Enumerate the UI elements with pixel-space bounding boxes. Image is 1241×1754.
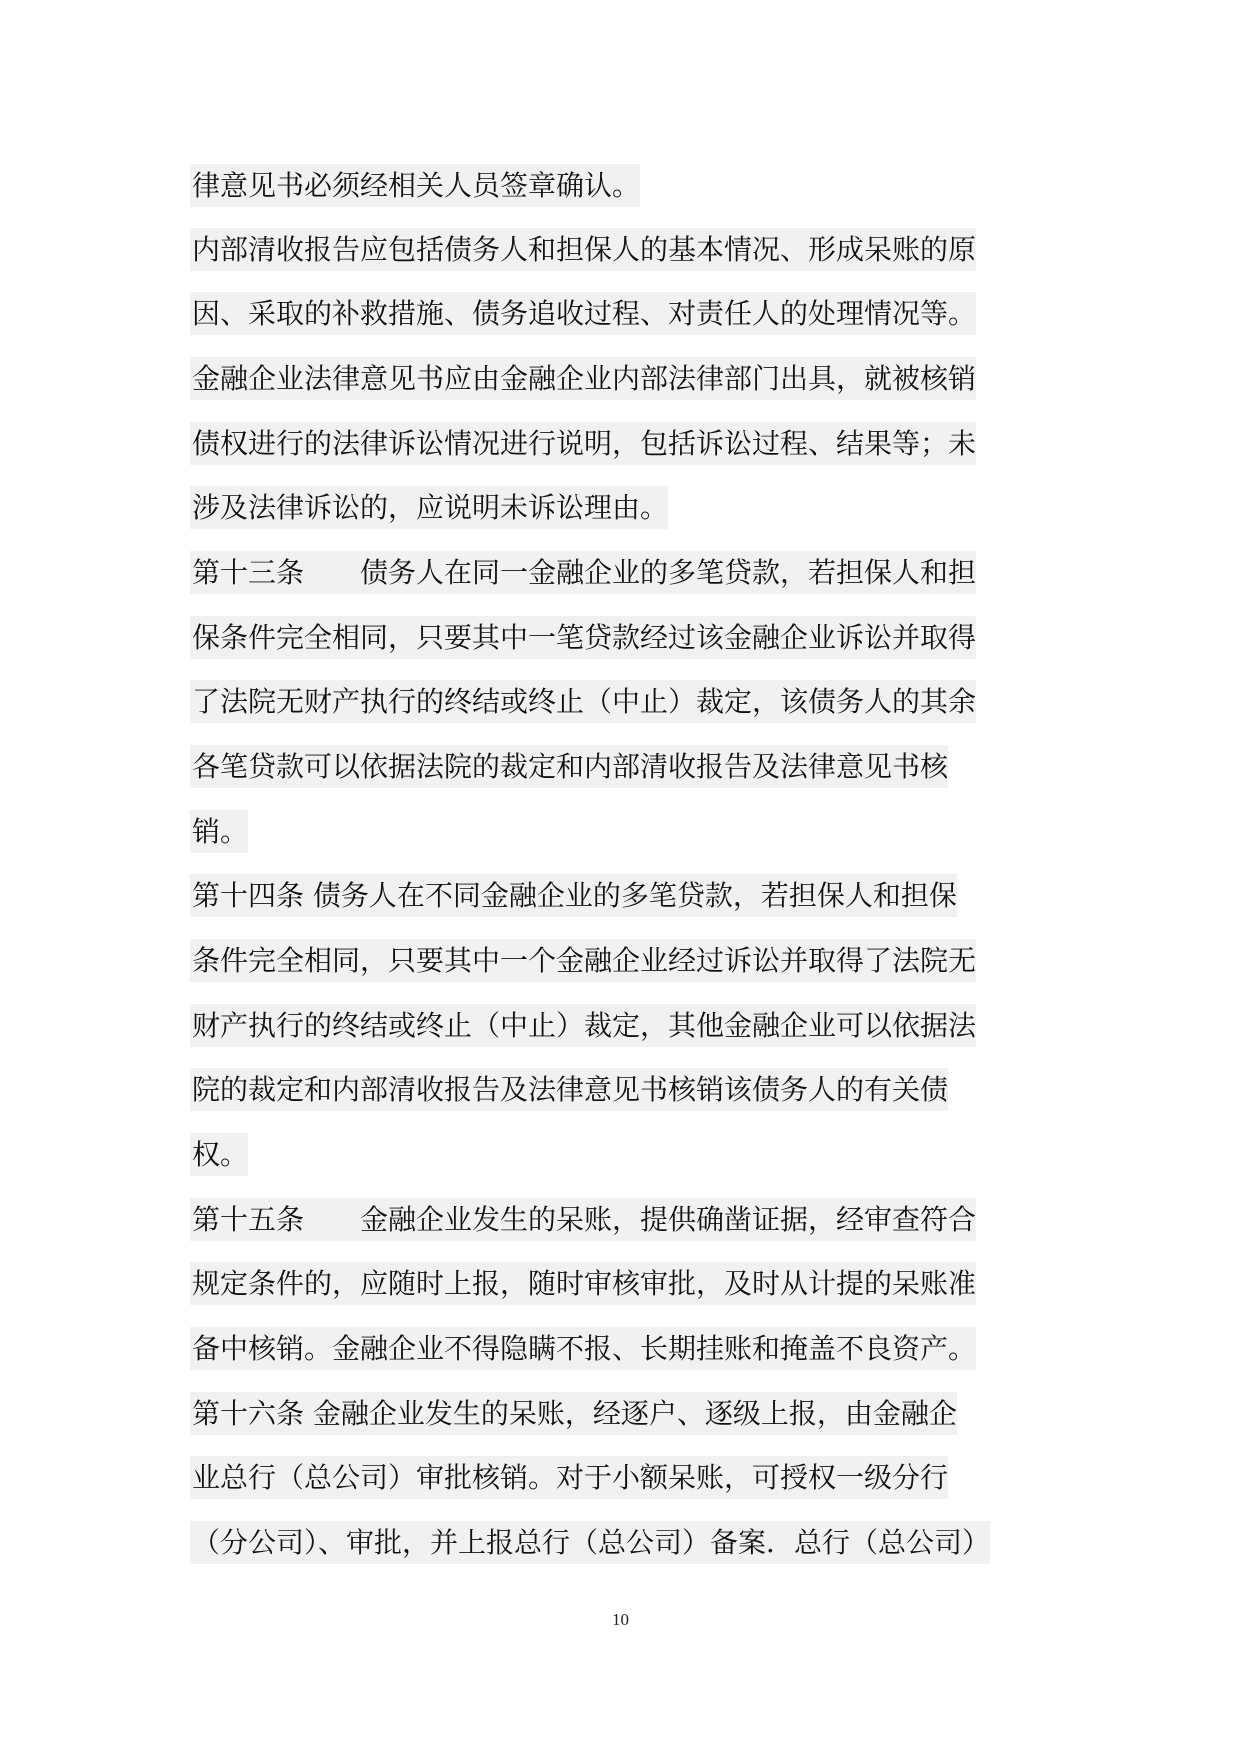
text-line: 保条件完全相同，只要其中一笔贷款经过该金融企业诉讼并取得 [190, 616, 976, 659]
text-line: 权。 [190, 1133, 248, 1176]
article-15: 第十五条 金融企业发生的呆账，提供确凿证据，经审查符合 [190, 1198, 976, 1241]
text-line: 备中核销。金融企业不得隐瞒不报、长期挂账和掩盖不良资产。 [190, 1327, 976, 1370]
text-line: 销。 [190, 810, 248, 853]
page-number: 10 [612, 1610, 629, 1629]
text-line: 涉及法律诉讼的，应说明未诉讼理由。 [190, 486, 668, 529]
text-line: 条件完全相同，只要其中一个金融企业经过诉讼并取得了法院无 [190, 939, 976, 982]
text-line: 内部清收报告应包括债务人和担保人的基本情况、形成呆账的原 [190, 228, 976, 271]
article-14: 第十四条 债务人在不同金融企业的多笔贷款，若担保人和担保 [190, 874, 957, 917]
text-line: 业总行（总公司）审批核销。对于小额呆账，可授权一级分行 [190, 1456, 948, 1499]
text-line: 院的裁定和内部清收报告及法律意见书核销该债务人的有关债 [190, 1068, 948, 1111]
text-line: 财产执行的终结或终止（中止）裁定，其他金融企业可以依据法 [190, 1004, 976, 1047]
text-line: 金融企业法律意见书应由金融企业内部法律部门出具，就被核销 [190, 357, 976, 400]
text-line: 因、采取的补救措施、债务追收过程、对责任人的处理情况等。 [190, 292, 976, 335]
text-line: 律意见书必须经相关人员签章确认。 [190, 164, 640, 207]
text-line: （分公司）、审批，并上报总行（总公司）备案．总行（总公司） [190, 1521, 990, 1564]
text-line: 各笔贷款可以依据法院的裁定和内部清收报告及法律意见书核 [190, 745, 948, 788]
article-13: 第十三条 债务人在同一金融企业的多笔贷款，若担保人和担 [190, 551, 976, 594]
text-line: 规定条件的，应随时上报，随时审核审批，及时从计提的呆账准 [190, 1262, 976, 1305]
text-line: 债权进行的法律诉讼情况进行说明，包括诉讼过程、结果等；未 [190, 422, 976, 465]
article-16: 第十六条 金融企业发生的呆账，经逐户、逐级上报，由金融企 [190, 1392, 957, 1435]
text-line: 了法院无财产执行的终结或终止（中止）裁定，该债务人的其余 [190, 680, 976, 723]
